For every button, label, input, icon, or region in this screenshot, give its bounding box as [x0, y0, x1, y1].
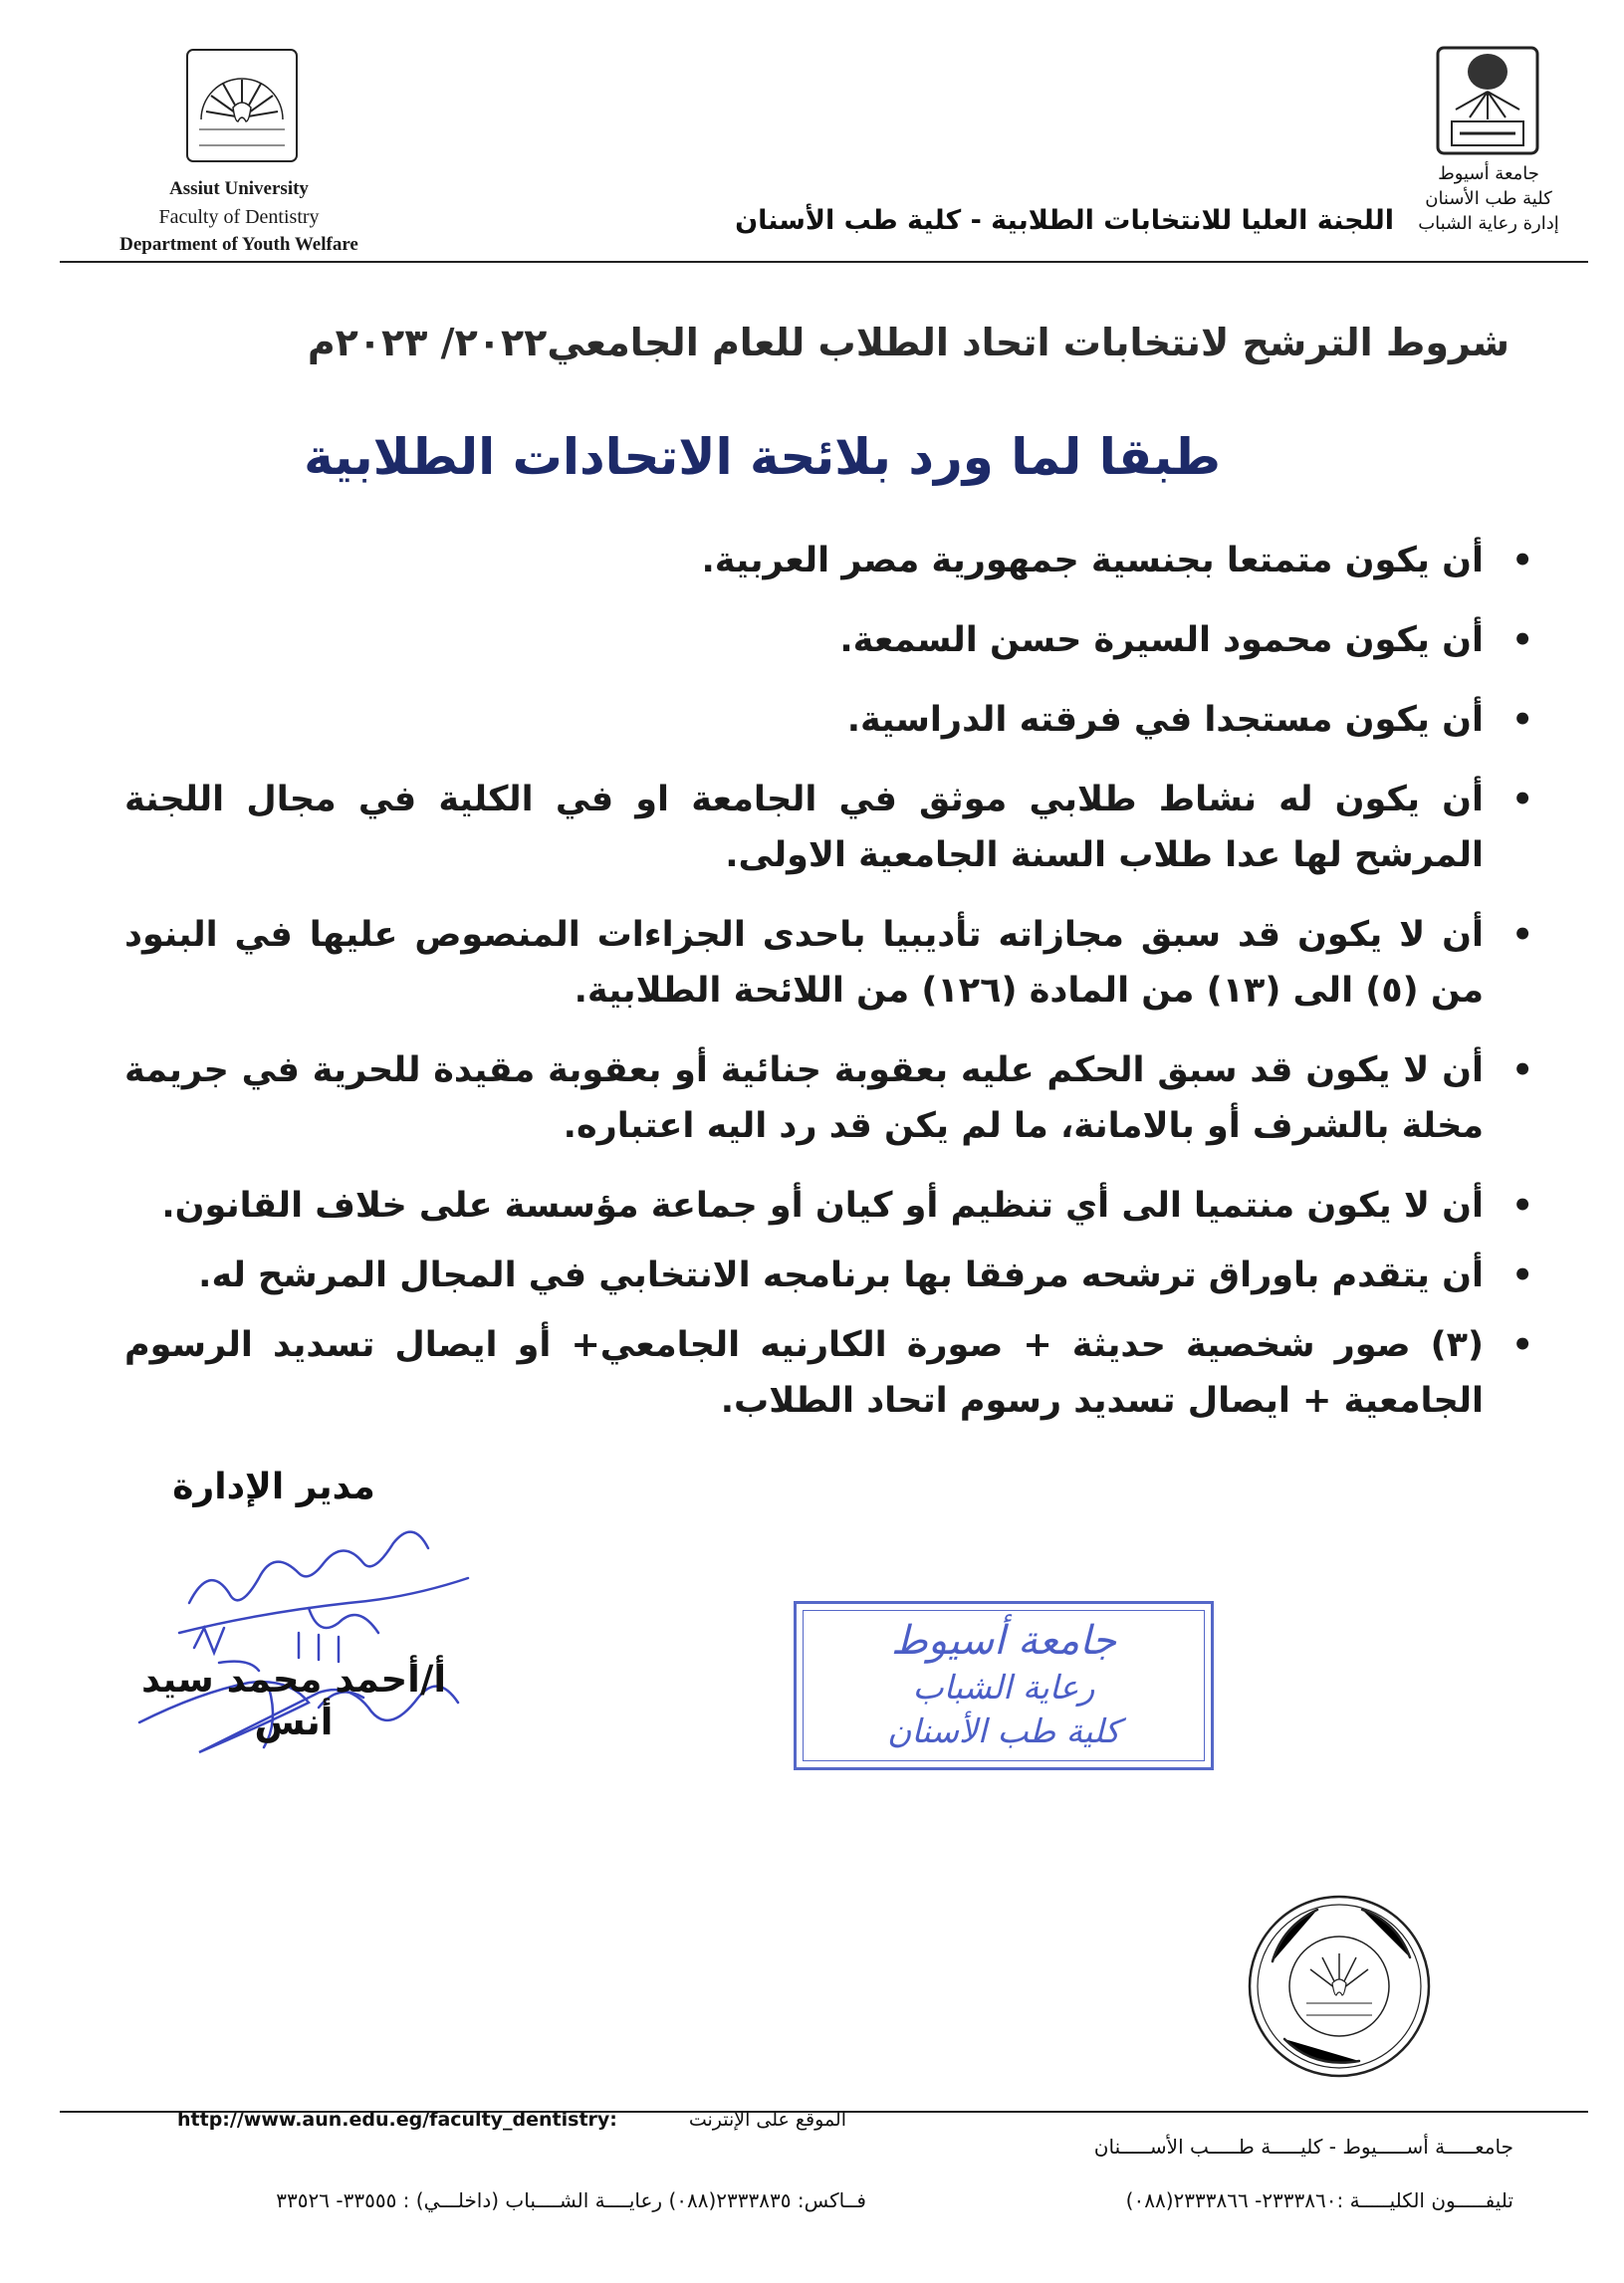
- official-round-seal: [1245, 1892, 1434, 2081]
- document-title: شروط الترشح لانتخابات اتحاد الطلاب للعام الجامعي٢٠٢٢/ ٢٠٢٣م: [307, 321, 1509, 364]
- faculty-of-dentistry-logo: [179, 42, 305, 167]
- footer-university-faculty: جامعـــــة أســـــيوط - كليـــــة طـــــب الأســـــنان: [1093, 2135, 1513, 2159]
- footer-fax: فــاكس: ٢٣٣٣٨٣٥(٠٨٨) رعايــــة الشــــباب (داخلـــي) : ٣٣٥٥٥- ٣٣٥٢٦: [276, 2188, 866, 2212]
- list-item: [124, 1178, 1533, 1234]
- bullet-icon: •: [1511, 1256, 1533, 1295]
- list-item: [124, 1042, 1533, 1154]
- conditions-list: [124, 533, 1533, 1429]
- department-name-ar: إدارة رعاية الشباب: [1418, 213, 1559, 234]
- bullet-icon: •: [1511, 541, 1533, 580]
- committee-title: اللجنة العليا للانتخابات الطلابية - كلية طب الأسنان: [735, 205, 1394, 236]
- condition-text: أن لا يكون منتميا الى أي تنظيم أو كيان أو جماعة مؤسسة على خلاف القانون.: [161, 1186, 1484, 1226]
- stamp-text: [797, 1616, 1211, 1753]
- condition-text: أن لا يكون قد سبق مجازاته تأديبيا باحدى الجزاءات المنصوص عليها في البنود من (٥) الى (١٣) من المادة (١٢٦) من اللائحة الطلابية.: [124, 915, 1484, 1011]
- condition-text: أن يكون محمود السيرة حسن السمعة.: [839, 620, 1484, 660]
- condition-text: أن يكون مستجدا في فرقته الدراسية.: [846, 700, 1484, 740]
- bullet-icon: •: [1511, 700, 1533, 740]
- list-item: [124, 772, 1533, 883]
- bullet-icon: •: [1511, 620, 1533, 660]
- footer-website-label: الموقع على الإنترنت: [688, 2109, 846, 2131]
- department-name-en: Department of Youth Welfare: [119, 234, 358, 255]
- bullet-icon: •: [1511, 1325, 1533, 1365]
- manager-title: مدير الإدارة: [172, 1467, 375, 1507]
- stamp-faculty: كلية طب الأسنان: [887, 1712, 1120, 1750]
- stamp-department: رعاية الشباب: [912, 1668, 1095, 1707]
- list-item: [124, 1317, 1533, 1429]
- footer-website-url[interactable]: http://www.aun.edu.eg/faculty_dentistry:: [177, 2109, 617, 2131]
- list-item: [124, 533, 1533, 588]
- department-stamp: [794, 1601, 1214, 1770]
- bullet-icon: •: [1511, 915, 1533, 955]
- bullet-icon: •: [1511, 1186, 1533, 1226]
- faculty-name-en: Faculty of Dentistry: [158, 206, 320, 228]
- bullet-icon: •: [1511, 780, 1533, 819]
- header-divider: [60, 261, 1588, 263]
- list-item: [124, 612, 1533, 668]
- condition-text: أن يكون متمتعا بجنسية جمهورية مصر العربية.: [701, 541, 1484, 580]
- list-item: [124, 1248, 1533, 1303]
- condition-text: أن يكون له نشاط طلابي موثق في الجامعة او في الكلية في مجال اللجنة المرشح لها عدا طلاب السنة الجامعية الاولى.: [124, 780, 1484, 875]
- header-english-block: [60, 175, 418, 259]
- condition-text: أن يتقدم باوراق ترشحه مرفقا بها برنامجه الانتخابي في المجال المرشح له.: [198, 1256, 1484, 1295]
- footer-phone: تليفـــــون الكليـــــة :٢٣٣٣٨٦٠- ٢٣٣٣٨٦٦(٠٨٨): [1125, 2188, 1513, 2212]
- header-arabic-block: [1384, 161, 1593, 236]
- faculty-name-ar: كلية طب الأسنان: [1425, 188, 1552, 209]
- bullet-icon: •: [1511, 1050, 1533, 1090]
- list-item: [124, 907, 1533, 1019]
- condition-text: (٣) صور شخصية حديثة + صورة الكارنيه الجامعي+ أو ايصال تسديد الرسوم الجامعية + ايصال تسديد رسوم اتحاد الطلاب.: [124, 1325, 1484, 1421]
- assiut-university-logo: [1432, 42, 1543, 159]
- university-name-ar: جامعة أسيوط: [1438, 163, 1539, 184]
- manager-name: أ/أحمد محمد سيد أنس: [140, 1658, 447, 1743]
- stamp-university: جامعة أسيوط: [890, 1618, 1117, 1664]
- list-item: [124, 692, 1533, 748]
- university-name-en: Assiut University: [169, 178, 309, 199]
- condition-text: أن لا يكون قد سبق الحكم عليه بعقوبة جنائية أو بعقوبة مقيدة للحرية في جريمة مخلة بالشرف أو بالامانة، ما لم يكن قد رد اليه اعتباره.: [124, 1050, 1484, 1146]
- document-subtitle: طبقا لما ورد بلائحة الاتحادات الطلابية: [304, 428, 1221, 486]
